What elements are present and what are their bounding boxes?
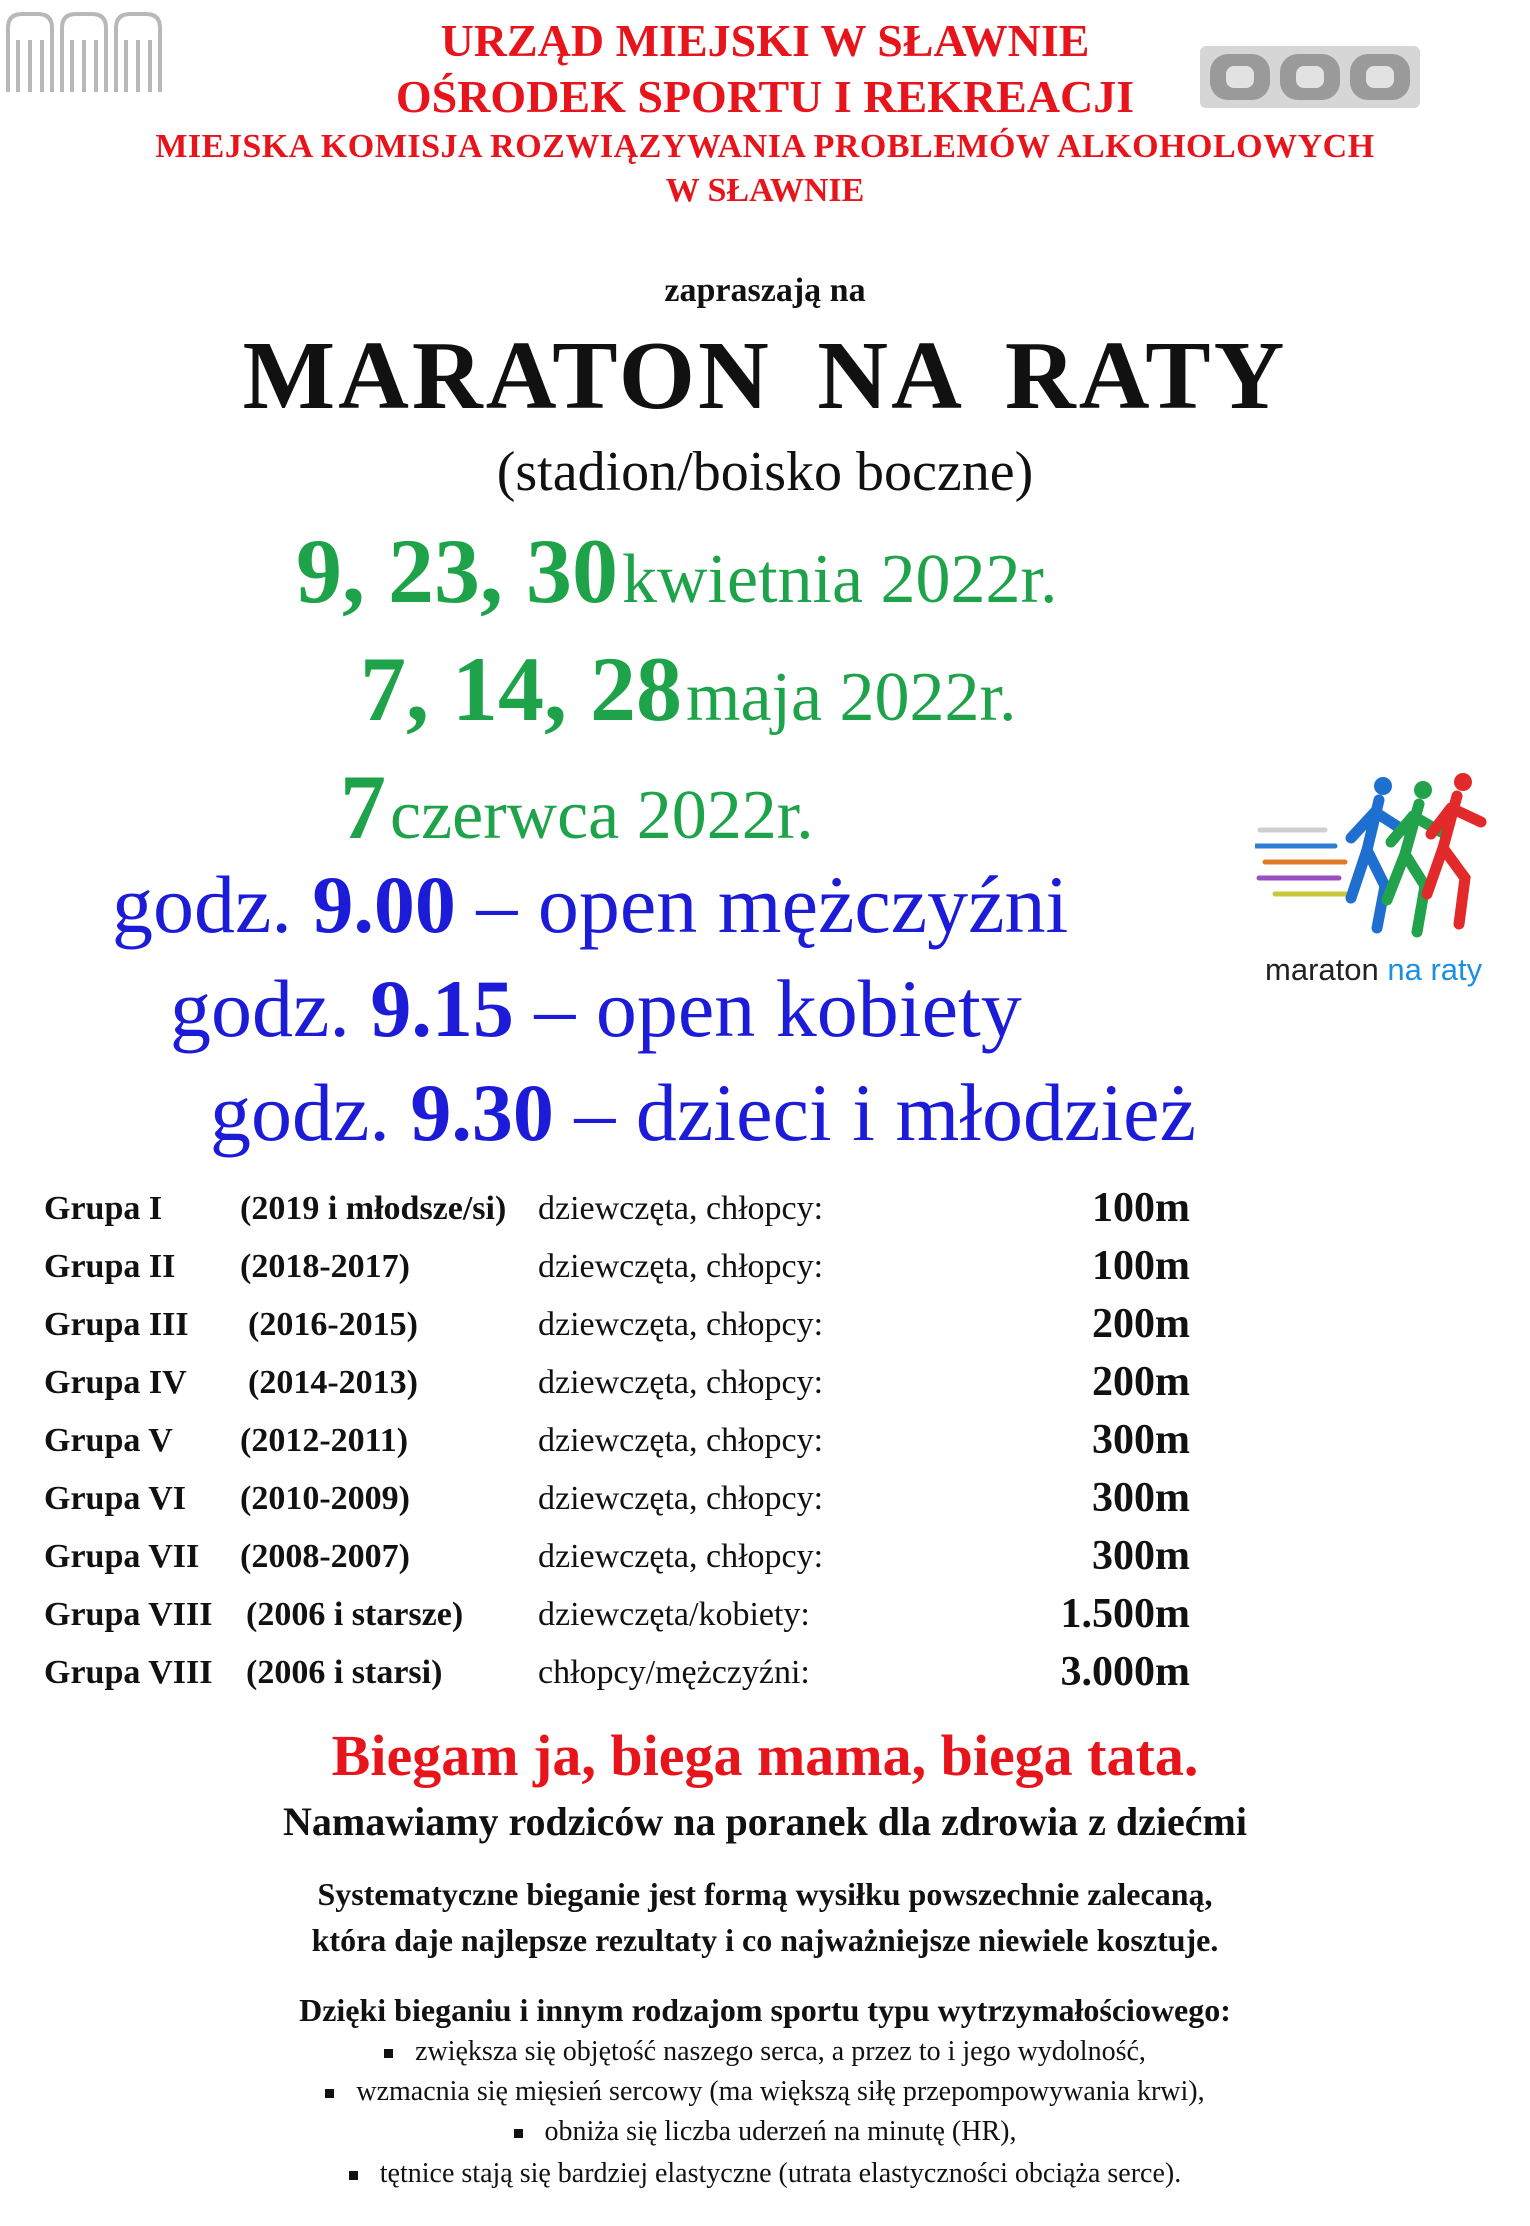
group-years: (2019 i młodsze/si) bbox=[240, 1190, 507, 1227]
group-distance: 1.500m bbox=[1060, 1591, 1190, 1637]
time-line-women bbox=[170, 962, 1022, 1056]
bullet-item bbox=[0, 2158, 1530, 2190]
paragraph-3: Dzięki bieganiu i innym rodzajom sportu typu wytrzymałościowego: bbox=[299, 1992, 1231, 2028]
paragraph-2: która daje najlepsze rezultaty i co najważniejsze niewiele kosztuje. bbox=[311, 1922, 1219, 1958]
date-month: maja 2022r. bbox=[686, 659, 1017, 736]
time-prefix: godz. bbox=[210, 1067, 390, 1158]
group-distance: 100m bbox=[1092, 1243, 1190, 1289]
group-years: (2010-2009) bbox=[240, 1480, 410, 1517]
time-hour: 9.15 bbox=[370, 963, 514, 1054]
time-label: – open mężczyźni bbox=[476, 859, 1069, 950]
group-name: Grupa III bbox=[44, 1306, 189, 1343]
group-distance: 300m bbox=[1092, 1475, 1190, 1521]
bullet-text: zwiększa się objętość naszego serca, a przez to i jego wydolność, bbox=[415, 2036, 1146, 2067]
group-distance: 3.000m bbox=[1060, 1649, 1190, 1695]
group-row bbox=[0, 1301, 1530, 1364]
time-label: – open kobiety bbox=[534, 963, 1022, 1054]
bullet-item bbox=[0, 2036, 1530, 2068]
slogan: Biegam ja, biega mama, biega tata. bbox=[331, 1723, 1199, 1788]
bullet-square-icon bbox=[384, 2049, 393, 2058]
group-row bbox=[0, 1185, 1530, 1248]
venue-text: (stadion/boisko boczne) bbox=[496, 441, 1034, 503]
group-distance: 200m bbox=[1092, 1359, 1190, 1405]
date-days: 7, 14, 28 bbox=[360, 638, 682, 740]
group-years: (2006 i starsze) bbox=[246, 1596, 464, 1633]
date-line-may bbox=[360, 636, 1016, 742]
group-distance: 300m bbox=[1092, 1417, 1190, 1463]
date-month: kwietnia 2022r. bbox=[622, 541, 1058, 618]
brand-name bbox=[1265, 952, 1482, 988]
date-days: 7 bbox=[340, 756, 386, 858]
paragraph-1: Systematyczne bieganie jest formą wysiłku powszechnie zalecaną, bbox=[317, 1876, 1213, 1912]
group-gender: dziewczęta, chłopcy: bbox=[538, 1306, 824, 1343]
group-gender: dziewczęta, chłopcy: bbox=[538, 1538, 824, 1575]
bullet-text: tętnice stają się bardziej elastyczne (utrata elastyczności obciąża serce). bbox=[379, 2158, 1182, 2189]
group-row bbox=[0, 1475, 1530, 1538]
time-hour: 9.30 bbox=[410, 1067, 554, 1158]
group-distance: 200m bbox=[1092, 1301, 1190, 1347]
time-line-men bbox=[112, 858, 1068, 952]
time-prefix: godz. bbox=[170, 963, 350, 1054]
date-days: 9, 23, 30 bbox=[296, 520, 618, 622]
header-line-1: URZĄD MIEJSKI W SŁAWNIE bbox=[440, 15, 1090, 66]
time-prefix: godz. bbox=[112, 859, 292, 950]
group-row bbox=[0, 1591, 1530, 1654]
brand-word-1: maraton bbox=[1265, 952, 1379, 987]
header-line-2: OŚRODEK SPORTU I REKREACJI bbox=[395, 71, 1135, 122]
group-gender: dziewczęta, chłopcy: bbox=[538, 1190, 824, 1227]
date-line-june bbox=[340, 754, 814, 860]
date-line-april bbox=[296, 518, 1057, 624]
bullet-item bbox=[0, 2116, 1530, 2148]
group-gender: dziewczęta, chłopcy: bbox=[538, 1364, 824, 1401]
group-name: Grupa V bbox=[44, 1422, 173, 1459]
group-years: (2014-2013) bbox=[248, 1364, 418, 1401]
group-distance: 100m bbox=[1092, 1185, 1190, 1231]
header-line-4: W SŁAWNIE bbox=[665, 172, 865, 209]
bullet-text: wzmacnia się mięsień sercowy (ma większą siłę przepompowywania krwi), bbox=[356, 2076, 1205, 2107]
time-hour: 9.00 bbox=[312, 859, 456, 950]
group-years: (2018-2017) bbox=[240, 1248, 410, 1285]
group-name: Grupa I bbox=[44, 1190, 163, 1227]
group-name: Grupa VIII bbox=[44, 1596, 213, 1633]
group-name: Grupa II bbox=[44, 1248, 176, 1285]
date-month: czerwca 2022r. bbox=[390, 777, 814, 854]
group-name: Grupa IV bbox=[44, 1364, 187, 1401]
group-row bbox=[0, 1533, 1530, 1596]
group-gender: dziewczęta, chłopcy: bbox=[538, 1422, 824, 1459]
group-name: Grupa VIII bbox=[44, 1654, 213, 1691]
group-row bbox=[0, 1417, 1530, 1480]
brand-word-2: na raty bbox=[1387, 952, 1483, 987]
time-line-children bbox=[210, 1066, 1196, 1160]
runners-logo-icon bbox=[1255, 768, 1495, 958]
group-row bbox=[0, 1243, 1530, 1306]
group-distance: 300m bbox=[1092, 1533, 1190, 1579]
group-years: (2016-2015) bbox=[248, 1306, 418, 1343]
group-row bbox=[0, 1649, 1530, 1712]
group-name: Grupa VII bbox=[44, 1538, 200, 1575]
group-gender: dziewczęta/kobiety: bbox=[538, 1596, 810, 1633]
bullet-square-icon bbox=[514, 2129, 523, 2138]
subtitle: Namawiamy rodziców na poranek dla zdrowia z dziećmi bbox=[282, 1799, 1247, 1844]
group-name: Grupa VI bbox=[44, 1480, 187, 1517]
bullet-square-icon bbox=[325, 2089, 334, 2098]
invite-text: zapraszają na bbox=[664, 272, 866, 309]
bullet-square-icon bbox=[349, 2171, 358, 2180]
event-title: MARATON NA RATY bbox=[242, 322, 1288, 430]
header-line-3: MIEJSKA KOMISJA ROZWIĄZYWANIA PROBLEMÓW ALKOHOLOWYCH bbox=[155, 128, 1375, 165]
group-gender: dziewczęta, chłopcy: bbox=[538, 1248, 824, 1285]
bullet-item bbox=[0, 2076, 1530, 2108]
group-gender: dziewczęta, chłopcy: bbox=[538, 1480, 824, 1517]
group-row bbox=[0, 1359, 1530, 1422]
group-years: (2008-2007) bbox=[240, 1538, 410, 1575]
group-years: (2006 i starsi) bbox=[246, 1654, 443, 1691]
bullet-text: obniża się liczba uderzeń na minutę (HR), bbox=[544, 2116, 1017, 2147]
time-label: – dzieci i młodzież bbox=[574, 1067, 1196, 1158]
group-years: (2012-2011) bbox=[240, 1422, 409, 1459]
group-gender: chłopcy/mężczyźni: bbox=[538, 1654, 810, 1691]
